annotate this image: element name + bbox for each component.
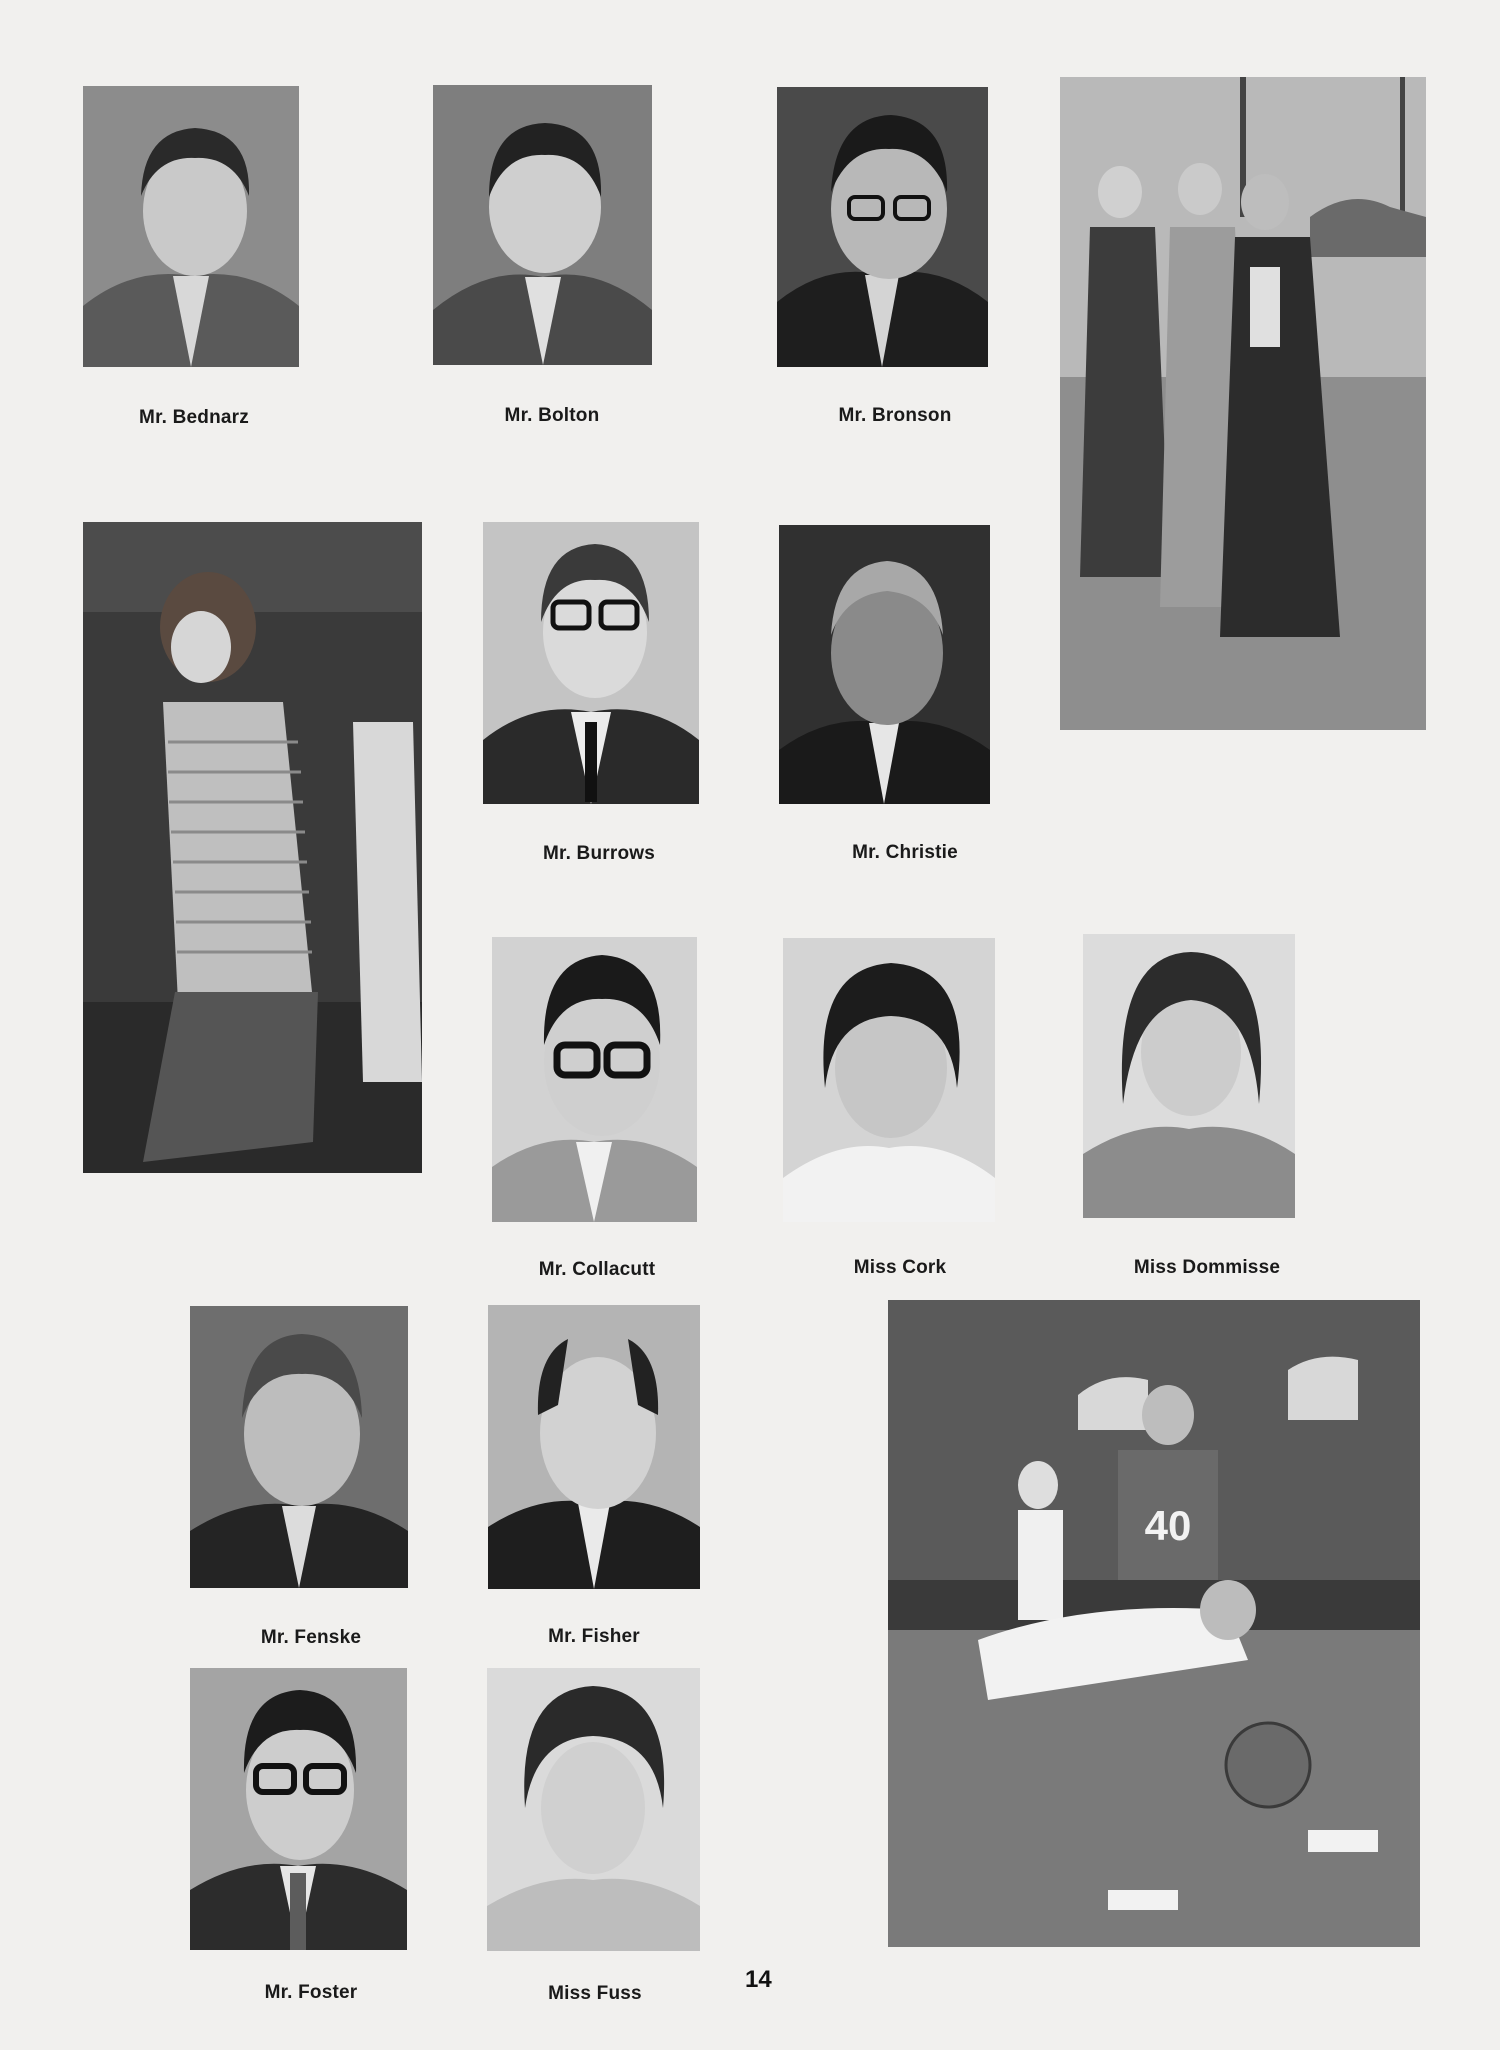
portrait-bolton-photo bbox=[433, 85, 652, 365]
page-number: 14 bbox=[745, 1966, 772, 1993]
portrait-fisher-photo bbox=[488, 1305, 700, 1589]
jersey-number: 40 bbox=[1144, 1502, 1192, 1549]
portrait-caption: Mr. Collacutt bbox=[538, 1259, 656, 1280]
portrait-cork-photo bbox=[783, 938, 995, 1222]
portrait-foster-photo bbox=[190, 1668, 407, 1950]
candid-gym-student-photo bbox=[83, 522, 422, 1173]
portrait-caption: Mr. Christie bbox=[852, 842, 958, 863]
portrait-burrows-photo bbox=[483, 522, 699, 804]
portrait-caption: Mr. Foster bbox=[264, 1982, 358, 2003]
candid-football-photo bbox=[1060, 77, 1426, 730]
portrait-fuss-photo bbox=[487, 1668, 700, 1951]
portrait-caption: Miss Cork bbox=[853, 1257, 947, 1278]
portrait-caption: Miss Fuss bbox=[548, 1983, 642, 2004]
portrait-caption: Mr. Fisher bbox=[548, 1626, 640, 1647]
portrait-caption: Mr. Burrows bbox=[543, 843, 655, 864]
portrait-caption: Mr. Bednarz bbox=[139, 407, 249, 428]
portrait-caption: Mr. Fenske bbox=[260, 1627, 362, 1648]
portrait-dommisse-photo bbox=[1083, 934, 1295, 1218]
portrait-bednarz-photo bbox=[83, 86, 299, 367]
portrait-caption: Mr. Bolton bbox=[504, 405, 600, 426]
candid-basketball-photo bbox=[888, 1300, 1420, 1947]
portrait-collacutt-photo bbox=[492, 937, 697, 1222]
portrait-fenske-photo bbox=[190, 1306, 408, 1588]
portrait-caption: Miss Dommisse bbox=[1133, 1257, 1281, 1278]
portrait-bronson-photo bbox=[777, 87, 988, 367]
portrait-caption: Mr. Bronson bbox=[838, 405, 952, 426]
portrait-christie-photo bbox=[779, 525, 990, 804]
